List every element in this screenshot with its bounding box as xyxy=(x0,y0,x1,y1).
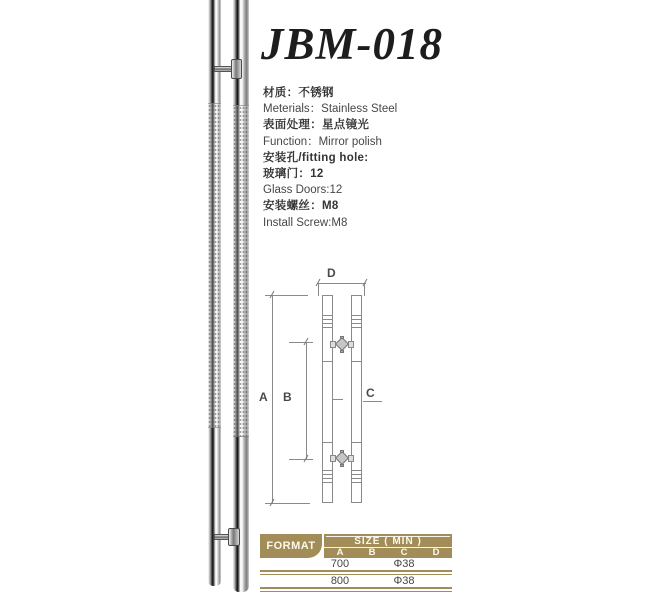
fitting-screw-top xyxy=(330,336,354,353)
bar-stripe xyxy=(323,482,332,483)
spec-line: Install Screw:M8 xyxy=(263,216,348,229)
bar-stripe xyxy=(323,361,332,362)
cell-b xyxy=(356,575,388,587)
bar-stripe xyxy=(352,470,361,471)
bar-stripe xyxy=(352,482,361,483)
handle-clamp-top xyxy=(231,59,242,79)
fitting-screw-bottom xyxy=(330,450,354,467)
dim-label-c: C xyxy=(366,386,375,400)
product-title: JBM-018 xyxy=(261,19,444,69)
size-min-label: SIZE ( MIN ) xyxy=(354,536,422,547)
spec-line: Meterials：Stainless Steel xyxy=(263,103,398,116)
cell-c: Φ38 xyxy=(393,558,415,570)
spec-line: Function：Mirror polish xyxy=(263,135,382,148)
table-row xyxy=(260,558,452,570)
spec-line: Glass Doors:12 xyxy=(263,184,343,197)
size-table xyxy=(260,534,452,592)
table-row xyxy=(260,575,452,587)
bar-stripe xyxy=(352,474,361,475)
center-mark xyxy=(333,399,343,400)
bar-stripe xyxy=(323,319,332,320)
bar-stripe xyxy=(352,361,361,362)
dim-line-b-top xyxy=(289,342,313,343)
col-header-b: B xyxy=(368,547,376,558)
handle-clamp-bottom xyxy=(228,528,240,546)
cell-a: 800 xyxy=(330,575,350,587)
format-header-cell: FORMAT xyxy=(260,534,322,558)
row-separator-thin xyxy=(260,591,452,592)
bar-stripe xyxy=(352,442,361,443)
bar-stripe xyxy=(352,315,361,316)
bar-stripe xyxy=(323,474,332,475)
size-table-header xyxy=(260,534,452,558)
cell-d xyxy=(420,558,452,570)
cell-d xyxy=(420,575,452,587)
col-header-a: A xyxy=(336,547,344,558)
cell-a: 700 xyxy=(330,558,350,570)
bar-stripe xyxy=(352,327,361,328)
dim-label-a: A xyxy=(259,390,268,404)
dim-line-b xyxy=(306,343,307,459)
cell-c: Φ38 xyxy=(393,575,415,587)
spec-line: 玻璃门：12 xyxy=(263,167,324,180)
bar-stripe xyxy=(323,323,332,324)
bar-stripe xyxy=(352,323,361,324)
bar-stripe xyxy=(352,319,361,320)
bar-stripe xyxy=(323,470,332,471)
bar-stripe xyxy=(323,442,332,443)
bar-stripe xyxy=(323,478,332,479)
dim-extender xyxy=(318,284,319,296)
spec-line: 安装孔/fitting hole: xyxy=(263,151,369,164)
spec-list xyxy=(263,85,463,231)
dim-line-a xyxy=(272,296,273,503)
dim-line-c-underline xyxy=(363,401,382,402)
spec-line: 材质：不锈钢 xyxy=(263,87,334,99)
dim-label-b: B xyxy=(283,390,292,404)
bar-stripe xyxy=(323,327,332,328)
dim-label-d: D xyxy=(327,266,336,280)
bar-stripe xyxy=(352,478,361,479)
dim-line-d xyxy=(317,283,366,284)
col-header-c: C xyxy=(400,547,408,558)
dim-line-b-bottom xyxy=(289,459,313,460)
cell-b xyxy=(356,558,388,570)
etched-section-back xyxy=(208,103,221,428)
dim-extender xyxy=(364,284,365,296)
bar-stripe xyxy=(323,315,332,316)
spec-line: 安装螺丝：M8 xyxy=(263,200,339,213)
spec-line: 表面处理：星点镜光 xyxy=(263,119,370,132)
col-header-d: D xyxy=(432,547,440,558)
size-header-cell xyxy=(324,534,452,558)
column-headers xyxy=(324,548,452,558)
etched-section-front xyxy=(233,105,249,437)
